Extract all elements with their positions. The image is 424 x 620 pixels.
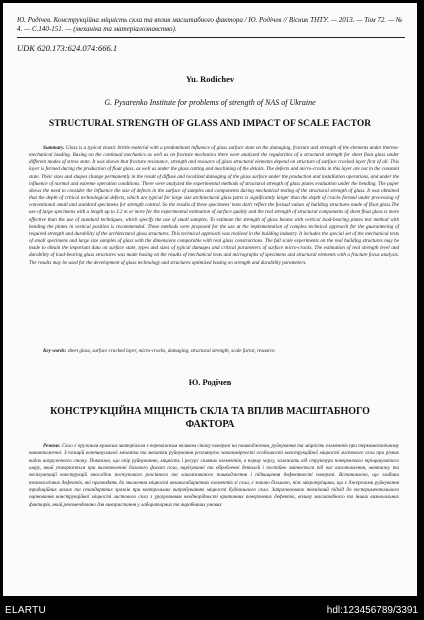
udc-code: UDK 620.173:624.074:666.1 [17,43,118,53]
affiliation-en: G. Pysarenko Institute for problems of strength of NAS of Ukraine [104,98,316,107]
keywords-text: sheet glass, surface cracked layer, micro-cracks, damaging, structural strength, scale factor, resource. [67,348,276,354]
author-en: Yu. Rodichev [185,74,235,84]
title-uk: КОНСТРУКЦІЙНА МІЦНІСТЬ СКЛА ТА ВПЛИВ МАСШТАБНОГО ФАКТОРА [50,406,370,430]
keywords-paragraph [29,348,399,355]
resume-paragraph [29,443,399,509]
header-rule [17,37,405,38]
repository-label: ELARTU [5,605,47,616]
summary-text: Glass is a typical elastic brittle material with a predominant influence of glass surface state on the damaging, fracture and strength of the elements under thermo-mechanical loading. Basing on the continual mechanics as well as on fracture mechanics there were analyzed the regularities of a structural strength for sheet float glass under different modes of stress state. It was shown that fracture resistance, strength and resource of glass structural elements depend on structure of surface cracked layer first of all. This layer is formed during the production of float glass, as well as under the glass cutting and machining of the details. The defects and micro-cracks in this layer are not in the constant state. Their sizes and shapes change permanently in the result of diffuse and localized damaging of the glass surface under the production and installation operations, and under the influence of normal and extreme operation conditions. There were analyzed the experimental methods of structural strength of glass plates evaluation under the bending. The paper shows the need to consider the influence the size of defects in the surface of samples and components during mechanical testing of the structural strength of glass. It was obtained that the depth of critical technological defects, which are typical for large size architectural glass parts is significantly larger than the depth of cracks formed under processing of conventional small and standard specimens for strength control. So the results of these specimens' tests don't reflect the factual values of building structures made of float glass.The use of large specimens with a length up to 3.2 m or more for the experimental estimation of surface quality and the real strength of structural components of sheet float glass is more effective than the use of standard techniques, which specify the use of small samples. To estimate the strength of glass beams with vertical load-bearing plates test method with bending the plates in vertical position is recommended. These methods were proposed for the use at the implementation of complex technical approach for the guaranteeing of required strength and durability of the architectural glass structures. This technical approach was realized in the building industry. It includes the special set of the mechanical tests of small specimens and large size samples of glass with the dimensions comparable with real glass constructions. The full scale experiments on the real building structures may be made to obtain the important data on surface state, types and sizes of typical damages and critical parameters of surface micro-cracks. The estimation of real strength level and durability of load-bearing glass structures was made basing on the results of mechanical tests and micrographs of specimens and structural elements with a fracture focus analysis. The results may be used for the development of glass technology and structures optimized basing on strength and durability parameters. [29,145,399,266]
summary-paragraph [29,145,399,267]
citation-header: Ю. Родічев. Конструкційна міцність скла та вплив масштабного фактора / Ю. Родічев // Вісник ТНТУ. — 2013. — Том 72. — № 4. — С.140-151. — (механіка та матеріалознавство). [17,16,403,33]
resume-label: Резюме. [43,443,61,449]
keywords-label: Key words: [43,348,67,354]
document-page [3,3,417,596]
author-uk: Ю. Родічев [188,377,232,387]
summary-label: Summary. [43,145,65,151]
title-en: STRUCTURAL STRENGTH OF GLASS AND IMPACT OF SCALE FACTOR [48,119,372,129]
resume-text: Скло є пружним крихким матеріалом з переважним впливом стану поверхні на пошкодження, руйнування та міцність елементів при термомеханічному навантаженні. З позицій континуальної механіки та механіки руйнування розглянуто закономірності особливості конструкційної міцності листового скла при різних видах напруженого стану. Показано, що опір руйнуванню, міцність і ресурс скляних елементів, в першу чергу, залежать від структури поверхневого тріщинуватого шару, який утворюється при виготовленні базового флоат скла, нарізуванні та обробленні деталей і постійно змінюється під час виготовлення, монтажу та експлуатації конструкцій внаслідок поступового розсіяного та локалізованого пошкодження і підвищення дефектності поверхні. Встановлено, що глибина технологічних дефектів, які призводять до зниження міцності великогабаритних елементів зі скла, є значно більшою, ніж мікротріщини, що є джерелами руйнування традиційних малих та стандартних зразків при контрольних випробуваннях міцності будівельного скла. Запропоновано технічний підхід до експериментального оцінювання конструкційної міцності листового скла з урахуванням неоднорідності критичних поверхневих дефектів, впливу масштабного та інших визначальних факторів, який рекомендовано для використання у лабораторних та виробничих умовах [29,443,399,508]
handle-id: hdl:123456789/3391 [326,605,418,616]
